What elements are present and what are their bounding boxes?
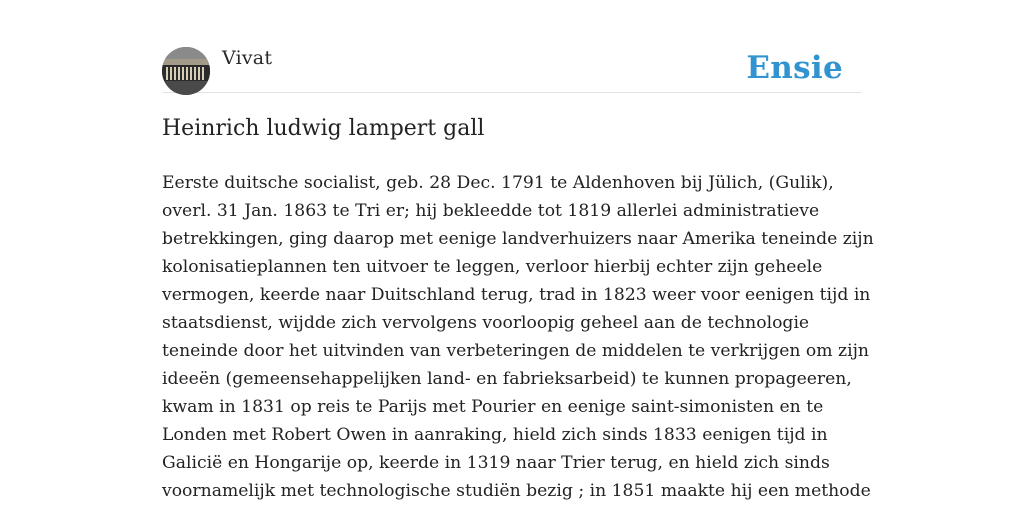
brand-logo[interactable]: Ensie (746, 50, 843, 86)
article-body-line: vermogen, keerde naar Duitschland terug, trad in 1823 weer voor eenigen tijd in (162, 285, 871, 305)
article-body-line: betrekkingen, ging daarop met eenige landverhuizers naar Amerika teneinde zijn (162, 229, 874, 249)
article-body-line: voornamelijk met technologische studiën bezig ; in 1851 maakte hij een methode (162, 481, 871, 501)
header (162, 47, 862, 93)
article-body-line: teneinde door het uitvinden van verbeteringen de middelen te verkrijgen om zijn (162, 341, 869, 361)
article-body-line: staatsdienst, wijdde zich vervolgens voorloopig geheel aan de technologie (162, 313, 810, 333)
source-name[interactable]: Vivat (222, 47, 273, 69)
article-body-line: kwam in 1831 op reis te Parijs met Pourier en eenige saint-simonisten en te (162, 397, 824, 417)
books-icon (162, 47, 210, 95)
article-body-line: ideeën (gemeensehappelijken land- en fabrieksarbeid) te kunnen propageeren, (162, 369, 852, 389)
article-body-line: kolonisatieplannen ten uitvoer te leggen, verloor hierbij echter zijn geheele (162, 257, 823, 277)
article-body-line: Eerste duitsche socialist, geb. 28 Dec. 1791 te Aldenhoven bij Jülich, (Gulik), (162, 173, 834, 193)
article-body (162, 169, 874, 505)
article-body-line: Galicië en Hongarije op, keerde in 1319 naar Trier terug, en hield zich sinds (162, 453, 830, 473)
article-title: Heinrich ludwig lampert gall (162, 116, 485, 141)
article-body-line: Londen met Robert Owen in aanraking, hield zich sinds 1833 eenigen tijd in (162, 425, 828, 445)
article-body-line: overl. 31 Jan. 1863 te Tri er; hij bekleedde tot 1819 allerlei administratieve (162, 201, 820, 221)
source-avatar[interactable] (162, 47, 210, 95)
